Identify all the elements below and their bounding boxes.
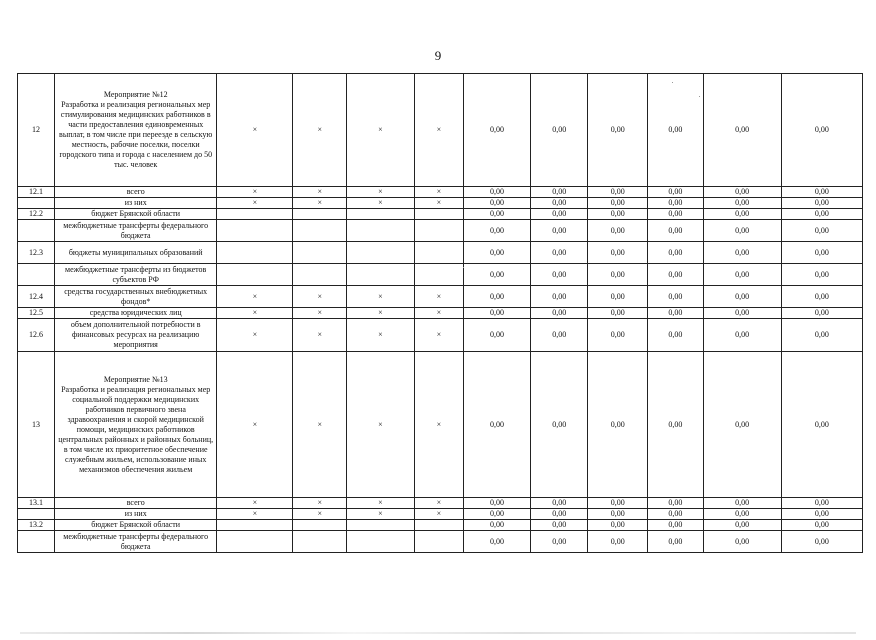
mark-cell: × xyxy=(293,509,346,520)
mark-cell: × xyxy=(346,286,414,308)
value-cell: 0,00 xyxy=(464,509,531,520)
table-row xyxy=(18,264,863,286)
value-cell: 0,00 xyxy=(648,74,704,187)
value-cell: 0,00 xyxy=(648,509,704,520)
mark-cell xyxy=(293,531,346,553)
value-cell: 0,00 xyxy=(464,308,531,319)
value-cell: 0,00 xyxy=(648,264,704,286)
value-cell: 0,00 xyxy=(781,308,862,319)
mark-cell: × xyxy=(414,498,463,509)
mark-cell xyxy=(346,520,414,531)
value-cell: 0,00 xyxy=(703,352,781,498)
value-cell: 0,00 xyxy=(464,286,531,308)
mark-cell xyxy=(217,220,293,242)
table-row xyxy=(18,187,863,198)
value-cell: 0,00 xyxy=(588,198,648,209)
row-number xyxy=(18,531,55,553)
value-cell: 0,00 xyxy=(648,319,704,352)
scan-speck xyxy=(672,82,673,83)
mark-cell: × xyxy=(293,308,346,319)
value-cell: 0,00 xyxy=(588,264,648,286)
value-cell: 0,00 xyxy=(464,220,531,242)
row-number: 12.4 xyxy=(18,286,55,308)
mark-cell: × xyxy=(293,74,346,187)
value-cell: 0,00 xyxy=(781,209,862,220)
row-number: 12.3 xyxy=(18,242,55,264)
value-cell: 0,00 xyxy=(781,187,862,198)
table-row xyxy=(18,209,863,220)
value-cell: 0,00 xyxy=(530,209,588,220)
table-body xyxy=(18,74,863,553)
value-cell: 0,00 xyxy=(703,498,781,509)
mark-cell: × xyxy=(217,308,293,319)
mark-cell xyxy=(217,209,293,220)
mark-cell: × xyxy=(346,509,414,520)
mark-cell: × xyxy=(293,498,346,509)
row-name: бюджет Брянской области xyxy=(55,520,217,531)
value-cell: 0,00 xyxy=(781,242,862,264)
mark-cell xyxy=(346,531,414,553)
mark-cell: × xyxy=(217,509,293,520)
value-cell: 0,00 xyxy=(588,242,648,264)
mark-cell: × xyxy=(346,74,414,187)
value-cell: 0,00 xyxy=(530,264,588,286)
mark-cell: × xyxy=(293,286,346,308)
mark-cell: × xyxy=(293,319,346,352)
value-cell: 0,00 xyxy=(588,509,648,520)
value-cell: 0,00 xyxy=(530,531,588,553)
value-cell: 0,00 xyxy=(648,498,704,509)
mark-cell xyxy=(346,220,414,242)
mark-cell xyxy=(414,209,463,220)
value-cell: 0,00 xyxy=(530,520,588,531)
mark-cell: × xyxy=(346,498,414,509)
row-name: бюджет Брянской области xyxy=(55,209,217,220)
value-cell: 0,00 xyxy=(588,319,648,352)
value-cell: 0,00 xyxy=(648,209,704,220)
row-number xyxy=(18,198,55,209)
row-name: межбюджетные трансферты федерального бюджета xyxy=(55,220,217,242)
value-cell: 0,00 xyxy=(781,520,862,531)
value-cell: 0,00 xyxy=(648,352,704,498)
mark-cell: × xyxy=(346,308,414,319)
value-cell: 0,00 xyxy=(464,198,531,209)
mark-cell xyxy=(217,242,293,264)
value-cell: 0,00 xyxy=(588,498,648,509)
table-row xyxy=(18,319,863,352)
mark-cell xyxy=(414,520,463,531)
mark-cell: × xyxy=(414,352,463,498)
value-cell: 0,00 xyxy=(781,74,862,187)
value-cell: 0,00 xyxy=(781,264,862,286)
value-cell: 0,00 xyxy=(703,74,781,187)
mark-cell xyxy=(293,264,346,286)
value-cell: 0,00 xyxy=(703,209,781,220)
mark-cell: × xyxy=(217,352,293,498)
value-cell: 0,00 xyxy=(588,531,648,553)
scan-artifact xyxy=(20,632,856,634)
row-name: межбюджетные трансферты федерального бюджета xyxy=(55,531,217,553)
mark-cell xyxy=(293,520,346,531)
value-cell: 0,00 xyxy=(648,198,704,209)
mark-cell xyxy=(414,242,463,264)
value-cell: 0,00 xyxy=(703,187,781,198)
value-cell: 0,00 xyxy=(703,319,781,352)
mark-cell xyxy=(414,531,463,553)
value-cell: 0,00 xyxy=(464,242,531,264)
value-cell: 0,00 xyxy=(781,220,862,242)
scan-speck xyxy=(699,96,700,97)
value-cell: 0,00 xyxy=(530,352,588,498)
value-cell: 0,00 xyxy=(588,209,648,220)
mark-cell: × xyxy=(414,187,463,198)
value-cell: 0,00 xyxy=(588,286,648,308)
row-number xyxy=(18,264,55,286)
value-cell: 0,00 xyxy=(703,531,781,553)
mark-cell: × xyxy=(217,498,293,509)
value-cell: 0,00 xyxy=(464,352,531,498)
value-cell: 0,00 xyxy=(781,509,862,520)
row-name: средства государственных внебюджетных фондов* xyxy=(55,286,217,308)
value-cell: 0,00 xyxy=(530,509,588,520)
row-name: из них xyxy=(55,198,217,209)
table-row xyxy=(18,531,863,553)
value-cell: 0,00 xyxy=(464,74,531,187)
mark-cell: × xyxy=(346,198,414,209)
mark-cell xyxy=(293,242,346,264)
table-row xyxy=(18,498,863,509)
value-cell: 0,00 xyxy=(703,264,781,286)
table-row xyxy=(18,509,863,520)
row-name: Мероприятие №13 Разработка и реализация региональных мер социальной поддержки медицинских работников первичного звена здравоохранения и скорой медицинской помощи, медицинских работников центральных районных и районных больниц, в том числе их приоритетное обеспечение служебным жильем, использование иных механизмов обеспечения жильем xyxy=(55,352,217,498)
mark-cell xyxy=(414,220,463,242)
value-cell: 0,00 xyxy=(648,308,704,319)
value-cell: 0,00 xyxy=(530,220,588,242)
row-name: из них xyxy=(55,509,217,520)
row-name: средства юридических лиц xyxy=(55,308,217,319)
mark-cell: × xyxy=(217,286,293,308)
value-cell: 0,00 xyxy=(588,308,648,319)
row-number: 12.2 xyxy=(18,209,55,220)
row-name: межбюджетные трансферты из бюджетов субъектов РФ xyxy=(55,264,217,286)
value-cell: 0,00 xyxy=(530,286,588,308)
table-row xyxy=(18,220,863,242)
value-cell: 0,00 xyxy=(648,220,704,242)
value-cell: 0,00 xyxy=(781,498,862,509)
value-cell: 0,00 xyxy=(530,498,588,509)
mark-cell: × xyxy=(217,187,293,198)
mark-cell xyxy=(346,242,414,264)
table-row xyxy=(18,308,863,319)
value-cell: 0,00 xyxy=(648,520,704,531)
value-cell: 0,00 xyxy=(781,198,862,209)
value-cell: 0,00 xyxy=(588,520,648,531)
mark-cell: × xyxy=(346,319,414,352)
value-cell: 0,00 xyxy=(588,220,648,242)
table-row xyxy=(18,242,863,264)
value-cell: 0,00 xyxy=(703,242,781,264)
value-cell: 0,00 xyxy=(464,209,531,220)
value-cell: 0,00 xyxy=(530,187,588,198)
row-name: бюджеты муниципальных образований xyxy=(55,242,217,264)
row-number: 12.6 xyxy=(18,319,55,352)
mark-cell: × xyxy=(414,509,463,520)
page-number: 9 xyxy=(434,48,442,63)
value-cell: 0,00 xyxy=(781,286,862,308)
mark-cell: × xyxy=(293,187,346,198)
mark-cell xyxy=(217,531,293,553)
value-cell: 0,00 xyxy=(530,74,588,187)
row-name: Мероприятие №12 Разработка и реализация региональных мер стимулирования медицинских работников в части предоставления единовременных выплат, в том числе при переезде в сельскую местность, рабочие поселки, поселки городского типа и города с населением до 50 тыс. человек xyxy=(55,74,217,187)
mark-cell xyxy=(346,209,414,220)
value-cell: 0,00 xyxy=(703,520,781,531)
mark-cell xyxy=(293,220,346,242)
mark-cell: × xyxy=(414,319,463,352)
row-name: всего xyxy=(55,498,217,509)
row-name: объем дополнительной потребности в финансовых ресурсах на реализацию мероприятия xyxy=(55,319,217,352)
mark-cell xyxy=(346,264,414,286)
mark-cell xyxy=(217,520,293,531)
table-row xyxy=(18,198,863,209)
value-cell: 0,00 xyxy=(703,286,781,308)
scan-speck xyxy=(463,267,464,268)
mark-cell: × xyxy=(217,74,293,187)
mark-cell: × xyxy=(217,198,293,209)
table-row xyxy=(18,286,863,308)
mark-cell xyxy=(293,209,346,220)
value-cell: 0,00 xyxy=(464,531,531,553)
row-number xyxy=(18,509,55,520)
row-number xyxy=(18,220,55,242)
mark-cell: × xyxy=(346,352,414,498)
row-number: 13 xyxy=(18,352,55,498)
row-name: всего xyxy=(55,187,217,198)
value-cell: 0,00 xyxy=(703,198,781,209)
row-number: 13.2 xyxy=(18,520,55,531)
value-cell: 0,00 xyxy=(588,74,648,187)
row-number: 13.1 xyxy=(18,498,55,509)
value-cell: 0,00 xyxy=(781,319,862,352)
value-cell: 0,00 xyxy=(464,319,531,352)
value-cell: 0,00 xyxy=(648,242,704,264)
value-cell: 0,00 xyxy=(588,352,648,498)
value-cell: 0,00 xyxy=(530,319,588,352)
mark-cell: × xyxy=(293,198,346,209)
value-cell: 0,00 xyxy=(703,308,781,319)
row-number: 12.5 xyxy=(18,308,55,319)
value-cell: 0,00 xyxy=(648,286,704,308)
mark-cell: × xyxy=(346,187,414,198)
budget-table xyxy=(17,73,863,553)
value-cell: 0,00 xyxy=(530,308,588,319)
table-row xyxy=(18,352,863,498)
mark-cell xyxy=(217,264,293,286)
value-cell: 0,00 xyxy=(464,498,531,509)
value-cell: 0,00 xyxy=(588,187,648,198)
value-cell: 0,00 xyxy=(703,220,781,242)
row-number: 12.1 xyxy=(18,187,55,198)
mark-cell xyxy=(414,264,463,286)
value-cell: 0,00 xyxy=(464,187,531,198)
value-cell: 0,00 xyxy=(703,509,781,520)
value-cell: 0,00 xyxy=(648,187,704,198)
row-number: 12 xyxy=(18,74,55,187)
mark-cell: × xyxy=(293,352,346,498)
mark-cell: × xyxy=(414,286,463,308)
value-cell: 0,00 xyxy=(530,198,588,209)
mark-cell: × xyxy=(414,198,463,209)
value-cell: 0,00 xyxy=(530,242,588,264)
value-cell: 0,00 xyxy=(464,264,531,286)
value-cell: 0,00 xyxy=(648,531,704,553)
mark-cell: × xyxy=(414,74,463,187)
mark-cell: × xyxy=(414,308,463,319)
mark-cell: × xyxy=(217,319,293,352)
value-cell: 0,00 xyxy=(781,352,862,498)
value-cell: 0,00 xyxy=(464,520,531,531)
value-cell: 0,00 xyxy=(781,531,862,553)
table-row xyxy=(18,520,863,531)
table-row xyxy=(18,74,863,187)
